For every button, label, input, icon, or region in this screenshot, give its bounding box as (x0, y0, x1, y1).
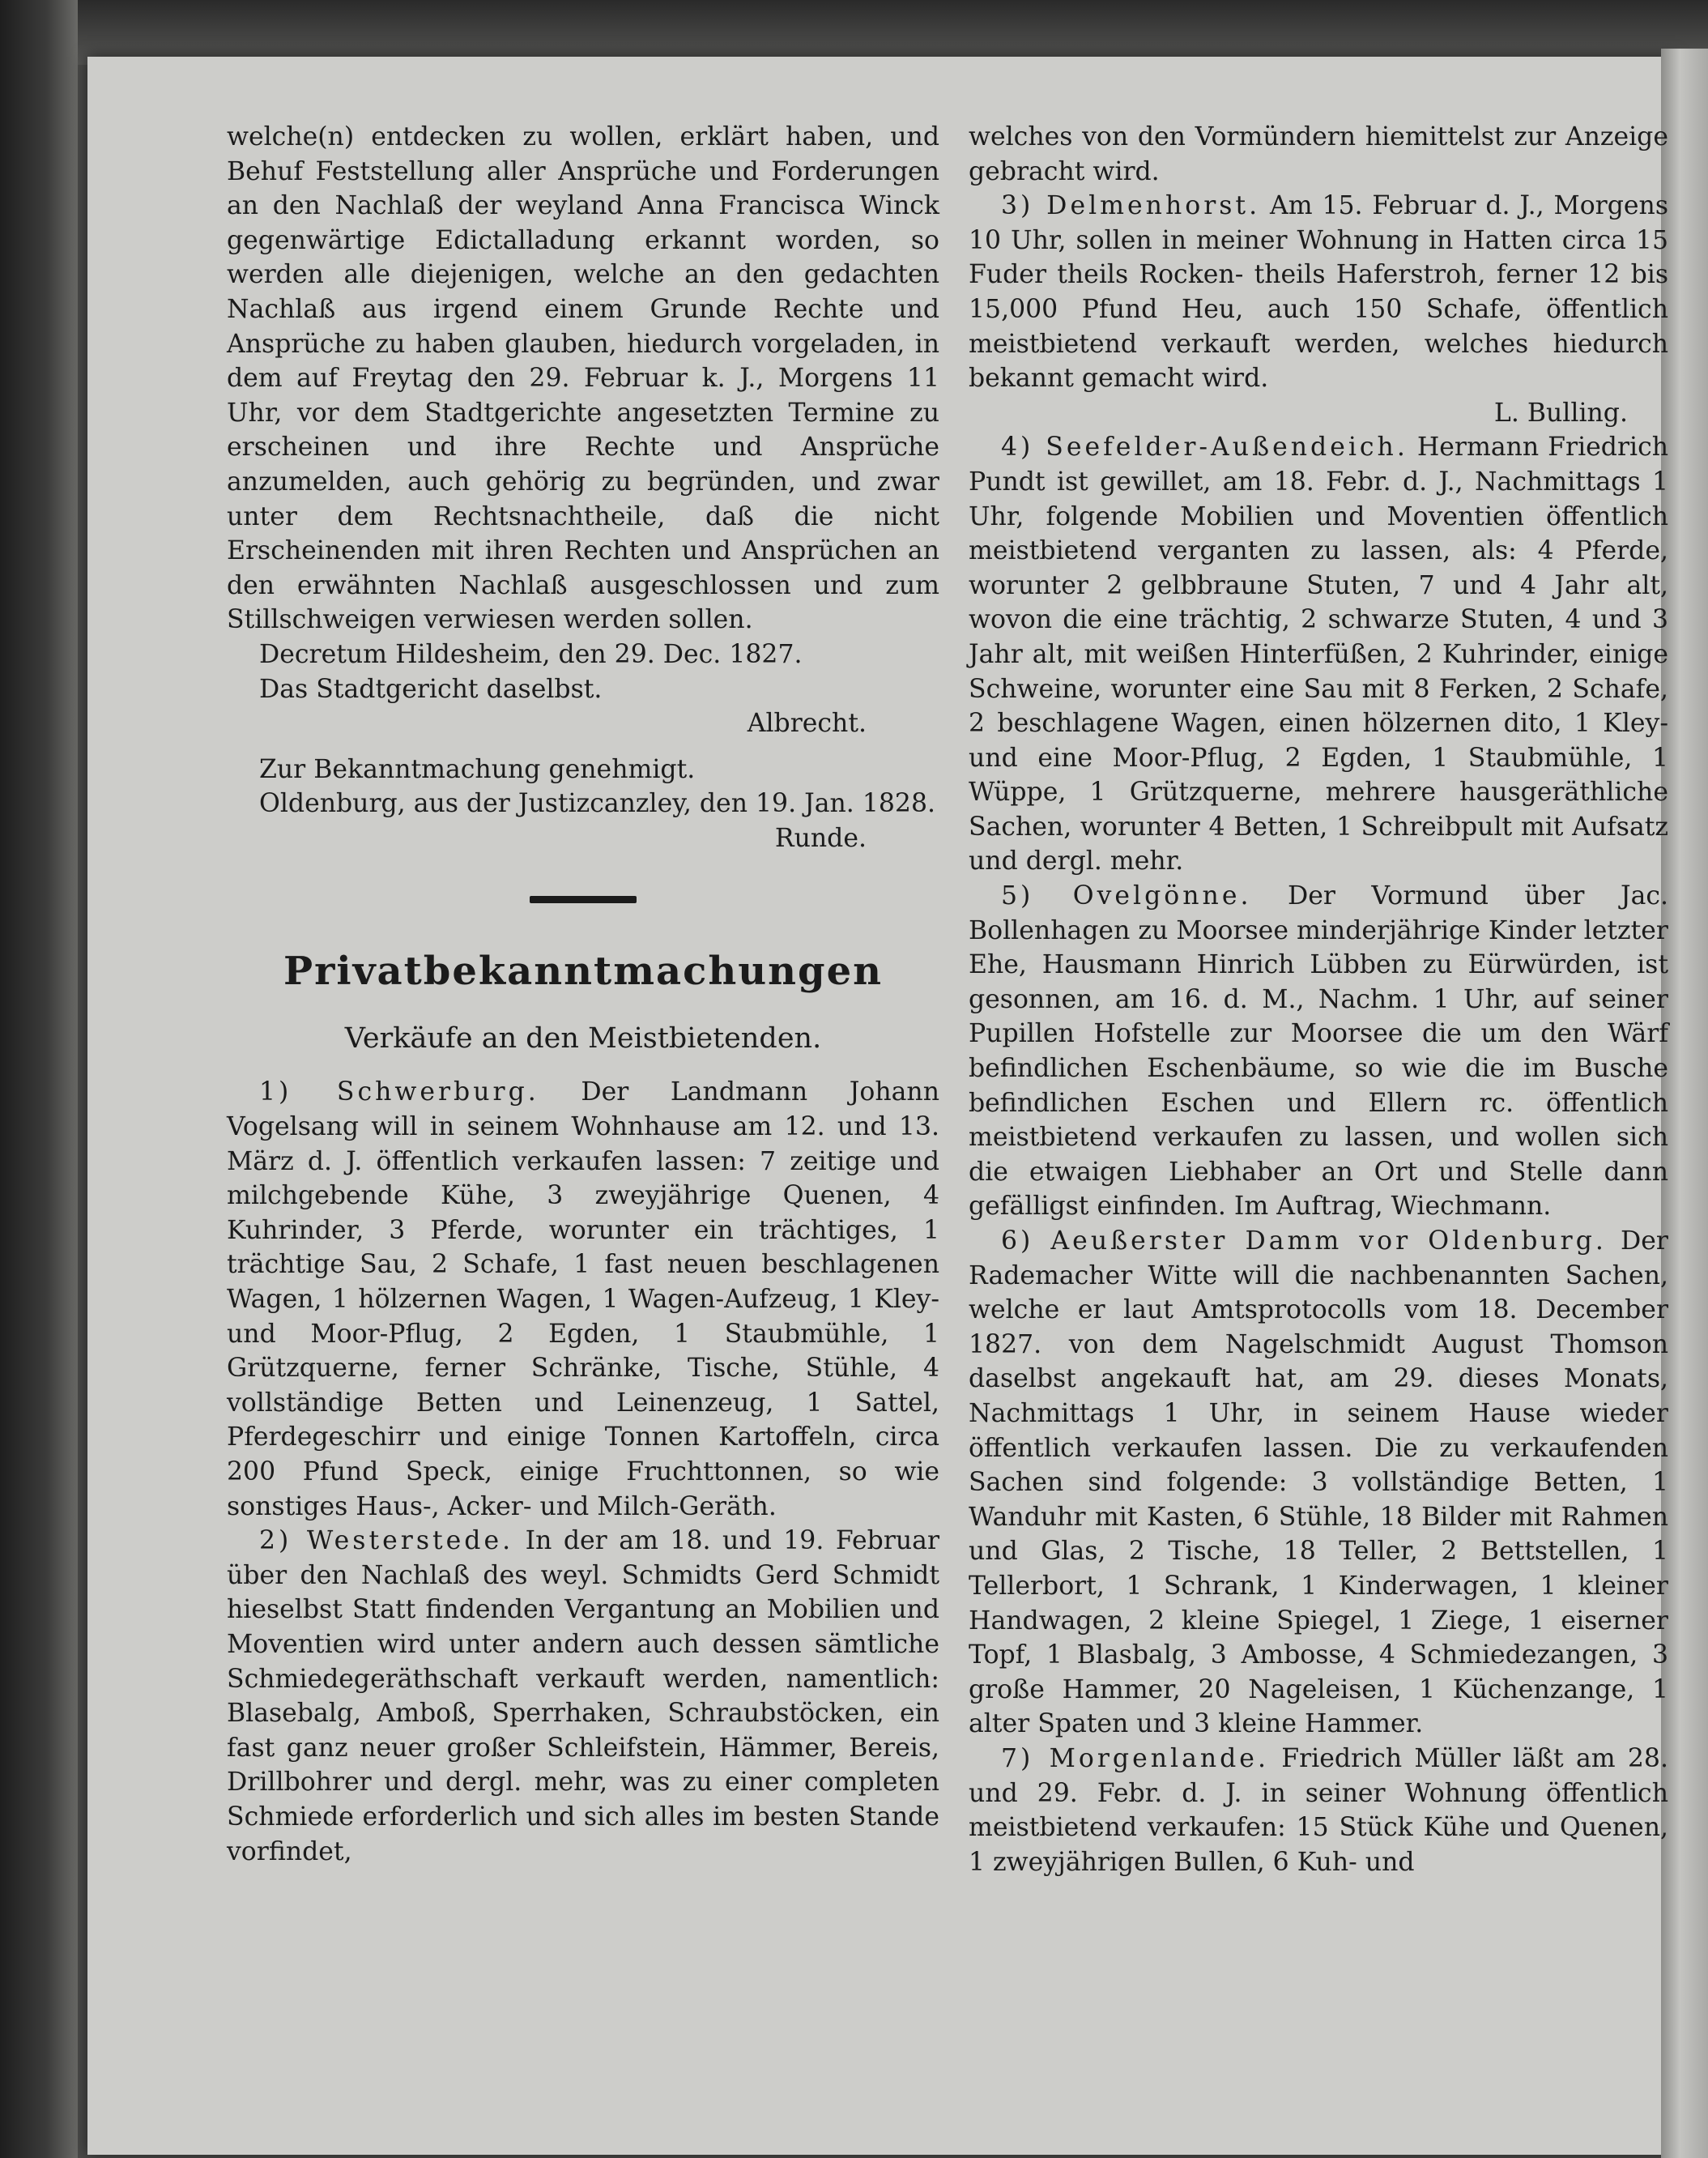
notice-6-text: Der Rademacher Witte will die nachbenannten Sachen, welche er laut Amtsprotocolls vom 18. December 1827. von dem Nagelschmidt August Thomson daselbst angekauft hat, am 29. dieses Monats, Nachmittags 1 Uhr, in seinem Hause wieder öffentlich verkaufen lassen. Die zu verkaufenden Sachen sind folgende: 3 vollständige Betten, 1 Wanduhr mit Kasten, 6 Stühle, 18 Bilder mit Rahmen und Glas, 2 Tische, 18 Teller, 2 Bettstellen, 1 Tellerbort, 1 Schrank, 1 Kinderwagen, 1 kleiner Handwagen, 2 kleine Spiegel, 1 Ziege, 1 eiserner Topf, 1 Blasbalg, 3 Ambosse, 4 Schmiedezangen, 3 große Hammer, 20 Nageleisen, 1 Küchenzange, 1 alter Spaten und 3 kleine Hammer. (969, 1226, 1668, 1739)
notice-1-place: 1) Schwerburg. (259, 1077, 539, 1107)
notice-7-place: 7) Morgenlande. (1001, 1743, 1269, 1773)
notice-4-place: 4) Seefelder-Außendeich. (1001, 433, 1408, 463)
scan-top-border (0, 0, 1708, 65)
notice-7 (969, 1742, 1668, 1879)
decretum-line: Decretum Hildesheim, den 29. Dec. 1827. (259, 639, 803, 669)
signature-runde: Runde. (774, 823, 867, 853)
place-date-line: Oldenburg, aus der Justizcanzley, den 19. Jan. 1828. (259, 789, 935, 819)
notice-2 (227, 1524, 939, 1869)
section-subtitle: Verkäufe an den Meistbietenden. (344, 1022, 822, 1056)
approval-line: Zur Bekanntmachung genehmigt. (259, 754, 696, 784)
notice-5-place: 5) Ovelgönne. (1001, 881, 1252, 911)
notice-5-sign: Im Auftrag, Wiechmann. (1233, 1192, 1552, 1222)
section-title: Privatbekanntmachungen (283, 949, 884, 995)
notice-7-text: Friedrich Müller läßt am 28. und 29. Febr. d. J. in seiner Wohnung öffentlich meistbietend verkaufen: 15 Stück Kühe und Quenen, 1 zweyjährigen Bullen, 6 Kuh- und (969, 1743, 1668, 1877)
notice-6 (969, 1224, 1668, 1742)
notice-3-place: 3) Delmenhorst. (1001, 191, 1261, 221)
right-column (969, 120, 1668, 1879)
notice-3 (969, 189, 1668, 396)
notice-5-text: Der Vormund über Jac. Bollenhagen zu Moorsee minderjährige Kinder letzter Ehe, Hausmann Hinrich Lübben zu Eürwürden, ist gesonnen, am 16. d. M., Nachm. 1 Uhr, auf seiner Pupillen Hofstelle zur Moorsee die um den Wärf befindlichen Eschenbäume, so wie die im Busche befindlichen Eschen und Ellern rc. öffentlich meistbietend verkaufen zu lassen, und wollen sich die etwaigen Liebhaber an Ort und Stelle dann gefälligst einfinden. (969, 881, 1669, 1222)
notice-1 (227, 1075, 939, 1524)
notice-4-text: Hermann Friedrich Pundt ist gewillet, am 18. Febr. d. J., Nachmittags 1 Uhr, folgende Mobilien und Moventien öffentlich meistbietend verganten zu lassen, als: 4 Pferde, worunter 2 gelbbraune Stuten, 7 und 4 Jahr alt, wovon die eine trächtig, 2 schwarze Stuten, 4 und 3 Jahr alt, mit weißen Hinterfüßen, 2 Kuhrinder, einige Schweine, worunter eine Sau mit 8 Ferken, 2 Schafe, 2 beschlagene Wagen, einen hölzernen dito, 1 Kley- und eine Moor-Pflug, 2 Egden, 1 Staubmühle, 1 Wüppe, 1 Grützquerne, mehrere hausgeräthliche Sachen, worunter 4 Betten, 1 Schreibpult mit Aufsatz und dergl. mehr. (969, 433, 1669, 876)
section-divider (530, 896, 637, 903)
court-line: Das Stadtgericht daselbst. (259, 674, 603, 704)
notice-3-text: Am 15. Februar d. J., Morgens 10 Uhr, sollen in meiner Wohnung in Hatten circa 15 Fuder theils Rocken- theils Haferstroh, ferner 12 bis 15,000 Pfund Heu, auch 150 Schafe, öffentlich meistbietend verkauft werden, welches hiedurch bekannt gemacht wird. (969, 191, 1668, 394)
notice-2-text: In der am 18. und 19. Februar über den Nachlaß des weyl. Schmidts Gerd Schmidt hieselbst Statt findenden Vergantung an Mobilien und Moventien wird unter andern auch dessen sämtliche Schmiedegeräthschaft verkauft werden, namentlich: Blasebalg, Amboß, Sperrhaken, Schraubstöcken, ein fast ganz neuer großer Schleifstein, Hämmer, Bereis, Drillbohrer und dergl. mehr, was zu einer completen Schmiede erforderlich und sich alles im besten Stande vorfindet, (227, 1526, 939, 1866)
signature-albrecht: Albrecht. (747, 709, 867, 739)
notice-2-place: 2) Westerstede. (259, 1526, 514, 1556)
notice-continuation-text: welches von den Vormündern hiemittelst zur Anzeige gebracht wird. (969, 122, 1668, 186)
notice-4 (969, 430, 1668, 879)
notice-6-place: 6) Aeußerster Damm vor Oldenburg. (1001, 1226, 1607, 1256)
signature-bulling: L. Bulling. (1493, 398, 1628, 428)
edict-continuation-text: welche(n) entdecken zu wollen, erklärt haben, und Behuf Feststellung aller Ansprüche und Forderungen an den Nachlaß der weyland Anna Francisca Winck gegenwärtige Edictalladung erkannt worden, so werden alle diejenigen, welche an den gedachten Nachlaß aus irgend einem Grunde Rechte und Ansprüche zu haben glauben, hiedurch vorgeladen, in dem auf Freytag den 29. Februar k. J., Morgens 11 Uhr, vor dem Stadtgerichte angesetzten Termine zu erscheinen und ihre Rechte und Ansprüche anzumelden, auch gehörig zu begründen, und zwar unter dem Rechtsnachtheile, daß die nicht Erscheinenden mit ihren Rechten und Ansprüchen an den erwähnten Nachlaß ausgeschlossen und zum Stillschweigen verwiesen werden sollen. (227, 122, 939, 635)
scan-left-border (0, 0, 78, 2158)
notice-1-text: Der Landmann Johann Vogelsang will in seinem Wohnhause am 12. und 13. März d. J. öffentlich verkaufen lassen: 7 zeitige und milchgebende Kühe, 3 zweyjährige Quenen, 4 Kuhrinder, 3 Pferde, worunter ein trächtiges, 1 trächtige Sau, 2 Schafe, 1 fast neuen beschlagenen Wagen, 1 hölzernen Wagen, 1 Wagen-Aufzeug, 1 Kley- und Moor-Pflug, 2 Egden, 1 Staubmühle, 1 Grützquerne, ferner Schränke, Tische, Stühle, 4 vollständige Betten und Leinenzeug, 1 Sattel, Pferdegeschirr und einige Tonnen Kartoffeln, circa 200 Pfund Speck, einige Fruchttonnen, so wie sonstiges Haus-, Acker- und Milch-Geräth. (227, 1077, 939, 1521)
left-column (227, 120, 939, 1869)
notice-5 (969, 879, 1668, 1224)
